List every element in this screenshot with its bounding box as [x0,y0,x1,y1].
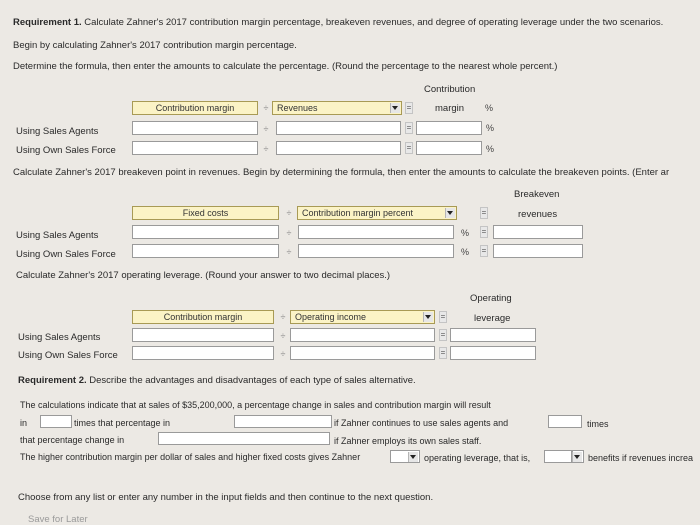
be-equals-op: = [481,208,487,217]
req2-heading-bold: Requirement 2. [18,375,87,386]
chevron-down-icon[interactable] [445,208,455,218]
be-agents-cm-input[interactable] [298,225,454,239]
save-for-later-button[interactable]: Save for Later [28,514,88,525]
ol-result-header-1: Operating [470,293,512,304]
cm-own-pct: % [486,144,495,154]
ol-row-label-own: Using Own Sales Force [18,350,118,361]
cm-agents-result-input[interactable] [416,121,482,135]
req2-if-agents-text: if Zahner continues to use sales agents and [334,418,509,428]
ol-result-header-2: leverage [474,313,511,324]
be-row-label-agents: Using Sales Agents [16,230,99,241]
be-formula-fixed-costs[interactable]: Fixed costs [132,206,279,220]
ol-agents-oi-input[interactable] [290,328,435,342]
cm-divide-op: ÷ [263,103,269,113]
cm-own-revenues-input[interactable] [276,141,401,155]
cm-result-header-2: margin [435,103,465,114]
footer-instruction: Choose from any list or enter any number in the input fields and then continue to the next question. [18,492,434,503]
ol-agents-cm-input[interactable] [132,328,274,342]
be-agents-result-input[interactable] [493,225,583,239]
cm-row-label-agents: Using Sales Agents [16,126,99,137]
cm-result-header-1: Contribution [424,84,476,95]
cm-row-label-own: Using Own Sales Force [16,145,116,156]
be-agents-fixed-input[interactable] [132,225,279,239]
be-own-equals-op: = [481,246,487,255]
req1-begin-text: Begin by calculating Zahner's 2017 contribution margin percentage. [13,40,297,51]
chevron-down-icon[interactable] [572,452,582,462]
req2-if-own-text: if Zahner employs its own sales staff. [334,436,482,446]
be-row-label-own: Using Own Sales Force [16,249,116,260]
be-result-header-1: Breakeven [514,189,560,200]
cm-own-result-input[interactable] [416,141,482,155]
req1-heading [13,17,663,28]
ol-agents-result-input[interactable] [450,328,536,342]
ol-own-result-input[interactable] [450,346,536,360]
req2-higher-text: The higher contribution margin per dollar of sales and higher fixed costs gives Zahner [20,452,361,462]
be-formula-cm-percent-label: Contribution margin percent [302,208,414,218]
cm-agents-equals-op: = [406,123,412,132]
req2-times-input-2[interactable] [548,415,582,428]
be-formula-cm-percent-dropdown[interactable] [297,206,457,220]
be-divide-op: ÷ [286,208,292,218]
ol-own-equals-op: = [440,348,446,357]
be-own-fixed-input[interactable] [132,244,279,258]
be-result-header-2: revenues [518,209,558,220]
ol-formula-oi-label: Operating income [295,312,367,322]
ol-agents-divide-op: ÷ [280,331,286,341]
req2-benefits-text: benefits if revenues increa [588,453,694,463]
be-own-cm-input[interactable] [298,244,454,258]
ol-agents-equals-op: = [440,330,446,339]
be-own-result-input[interactable] [493,244,583,258]
cm-agents-cm-input[interactable] [132,121,258,135]
chevron-down-icon[interactable] [408,452,418,462]
cm-agents-revenues-input[interactable] [276,121,401,135]
ol-instruction: Calculate Zahner's 2017 operating leverage. (Round your answer to two decimal places.) [16,270,391,281]
cm-equals-op: = [406,103,412,112]
ol-equals-op: = [440,312,446,321]
cm-formula-revenues-label: Revenues [277,103,318,113]
be-agents-pct: % [461,228,470,238]
req1-heading-bold: Requirement 1. [13,17,82,28]
ol-formula-cm[interactable]: Contribution margin [132,310,274,324]
ol-own-cm-input[interactable] [132,346,274,360]
chevron-down-icon[interactable] [390,103,400,113]
be-own-pct: % [461,247,470,257]
cm-own-divide-op: ÷ [263,144,269,154]
req2-dropdown-2[interactable] [158,432,330,445]
cm-own-cm-input[interactable] [132,141,258,155]
cm-formula-contribution-margin[interactable]: Contribution margin [132,101,258,115]
cm-own-equals-op: = [406,143,412,152]
req2-that-pct-text: that percentage change in [20,435,125,445]
ol-own-divide-op: ÷ [280,349,286,359]
req1-heading-text: Calculate Zahner's 2017 contribution margin percentage, breakeven revenues, and degree of operating leverage under the two scenarios. [81,17,664,28]
cm-header-pct: % [485,103,494,113]
req2-times-that-text: times that percentage in [74,418,171,428]
req2-in-text: in [20,418,28,428]
chevron-down-icon[interactable] [423,312,433,322]
cm-agents-pct: % [486,123,495,133]
req2-times-input-1[interactable] [40,415,72,428]
req1-determine-text: Determine the formula, then enter the amounts to calculate the percentage. (Round the percentage to the nearest whole percent.) [13,61,558,72]
req2-benefits-dropdown[interactable] [572,450,584,463]
be-instruction: Calculate Zahner's 2017 breakeven point in revenues. Begin by determining the formula, then enter the amounts to calculate the breakeven points. (Enter ar [13,167,670,178]
req2-times-text: times [587,419,609,429]
req2-heading [18,375,416,386]
req2-leverage-dropdown[interactable] [390,450,420,463]
cm-agents-divide-op: ÷ [263,124,269,134]
be-agents-equals-op: = [481,227,487,236]
req2-dropdown-1[interactable] [234,415,332,428]
req2-line1: The calculations indicate that at sales of $35,200,000, a percentage change in sales and contribution margin will result [20,400,491,410]
req2-heading-text: Describe the advantages and disadvantages of each type of sales alternative. [86,375,416,386]
req2-blank-input[interactable] [544,450,572,463]
ol-formula-oi-dropdown[interactable] [290,310,435,324]
req2-op-lev-text: operating leverage, that is, [424,453,531,463]
be-agents-divide-op: ÷ [286,228,292,238]
cm-formula-revenues-dropdown[interactable] [272,101,402,115]
ol-own-oi-input[interactable] [290,346,435,360]
ol-row-label-agents: Using Sales Agents [18,332,101,343]
ol-divide-op: ÷ [280,312,286,322]
be-own-divide-op: ÷ [286,247,292,257]
